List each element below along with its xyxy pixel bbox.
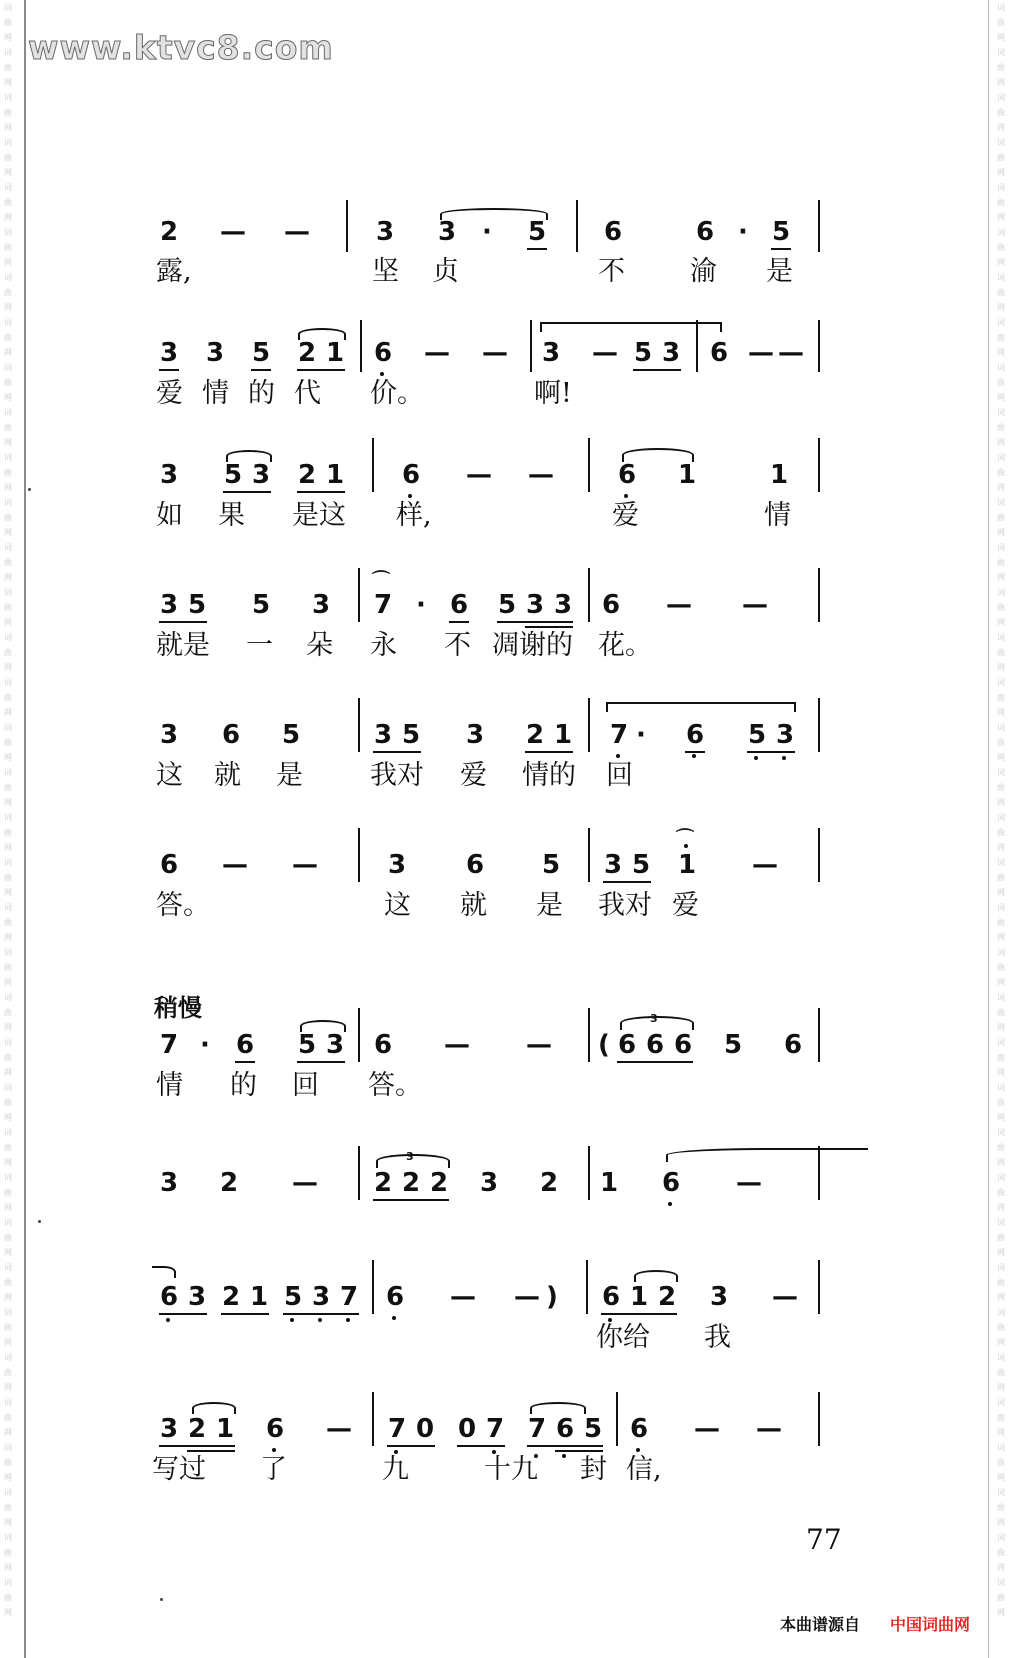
- dash: —: [736, 1168, 762, 1198]
- close-paren: ): [546, 1282, 558, 1312]
- barline: [818, 698, 820, 752]
- note: 2: [298, 460, 317, 490]
- lyric: 如: [156, 500, 183, 531]
- tie-start: [666, 1148, 868, 1162]
- barline: [818, 1146, 820, 1200]
- slur-bracket: [606, 702, 796, 712]
- note: 5: [772, 217, 791, 247]
- low-octave-dot: [562, 1454, 566, 1458]
- note: 5: [498, 590, 517, 620]
- note: 6: [402, 460, 421, 490]
- note: 2: [374, 1168, 393, 1198]
- lyric: 果: [218, 500, 245, 531]
- underline: [601, 1313, 677, 1315]
- note: 5: [584, 1414, 603, 1444]
- score-system-6: [0, 828, 1012, 962]
- lyric: 爱: [156, 378, 183, 409]
- underline: [457, 1445, 505, 1447]
- low-octave-dot: [616, 754, 620, 758]
- underline: [771, 248, 791, 250]
- note: 5: [748, 720, 767, 750]
- note: 1: [600, 1168, 619, 1198]
- slur: [530, 1402, 586, 1414]
- note: 5: [282, 720, 301, 750]
- barline: [616, 1392, 618, 1446]
- score-system-4: [0, 570, 1012, 702]
- note: 5: [224, 460, 243, 490]
- lyric: 情: [202, 378, 229, 409]
- source-label: 本曲谱源自: [780, 1615, 861, 1634]
- fermata-mark: ⌒: [372, 570, 390, 591]
- score-system-9: [0, 1274, 1012, 1394]
- barline: [588, 568, 590, 622]
- underline: [297, 369, 345, 371]
- lyric: 情: [156, 1070, 183, 1101]
- lyric: 我对: [370, 760, 424, 791]
- barline: [588, 698, 590, 752]
- lyric: 是这: [292, 500, 346, 531]
- note: 1: [326, 338, 345, 368]
- underline: [159, 1445, 235, 1447]
- lyric: 爱: [672, 890, 699, 921]
- note: 2: [188, 1414, 207, 1444]
- barline: [588, 438, 590, 492]
- underline: [497, 621, 573, 623]
- note: 3: [188, 1282, 207, 1312]
- print-speck: [160, 1598, 163, 1601]
- note: 2: [402, 1168, 421, 1198]
- lyric: 情的: [522, 760, 576, 791]
- barline: [372, 438, 374, 492]
- note: 3: [388, 850, 407, 880]
- dash: —: [292, 1168, 318, 1198]
- slur: [298, 328, 346, 340]
- note: 2: [540, 1168, 559, 1198]
- barline: [588, 1146, 590, 1200]
- slur: [192, 1402, 236, 1414]
- barline: [358, 1008, 360, 1062]
- dash: —: [424, 338, 450, 368]
- underline: [283, 1313, 359, 1315]
- dash: —: [292, 850, 318, 880]
- note: 7: [486, 1414, 505, 1444]
- note: 5: [188, 590, 207, 620]
- underline: [603, 881, 651, 883]
- note: 6: [618, 1030, 637, 1060]
- lyric: 这: [156, 760, 183, 791]
- lyric: 写过: [152, 1454, 206, 1485]
- note: 6: [236, 1030, 255, 1060]
- note: 3: [312, 1282, 331, 1312]
- note: 3: [480, 1168, 499, 1198]
- barline: [358, 828, 360, 882]
- dash: —: [592, 338, 618, 368]
- dash: —: [526, 1030, 552, 1060]
- lyric: 贞: [432, 256, 459, 287]
- barline: [530, 320, 532, 372]
- note: 5: [252, 590, 271, 620]
- lyric: 十九: [484, 1454, 538, 1485]
- note: 3: [160, 1168, 179, 1198]
- note: 6: [374, 1030, 393, 1060]
- underline: [235, 1061, 255, 1063]
- note: 0: [458, 1414, 477, 1444]
- low-octave-dot: [692, 754, 696, 758]
- underline: [555, 1450, 603, 1452]
- note: 6: [466, 850, 485, 880]
- dash: —: [482, 338, 508, 368]
- note: 5: [298, 1030, 317, 1060]
- barline: [372, 1392, 374, 1446]
- low-octave-dot: [346, 1318, 350, 1322]
- note: 6: [450, 590, 469, 620]
- note: 3: [776, 720, 795, 750]
- underline: [159, 369, 179, 371]
- note: 1: [770, 460, 789, 490]
- note: 3: [662, 338, 681, 368]
- note: 2: [160, 217, 179, 247]
- underline: [187, 1450, 235, 1452]
- note: 3: [160, 720, 179, 750]
- note: 6: [784, 1030, 803, 1060]
- note: 6: [662, 1168, 681, 1198]
- lyric: 是: [766, 256, 793, 287]
- note: 3: [160, 590, 179, 620]
- note: 3: [604, 850, 623, 880]
- low-octave-dot: [166, 1318, 170, 1322]
- note: 6: [630, 1414, 649, 1444]
- low-octave-dot: [318, 1318, 322, 1322]
- note: 5: [632, 850, 651, 880]
- underline: [685, 751, 705, 753]
- underline: [747, 751, 795, 753]
- right-margin-watermark: 词 曲 网 词 曲 网 词 曲 网 词 曲 网 词 曲 网 词 曲 网 词 曲 网 词 曲 网 词 曲 网 词 曲 网 词 曲 网 词 曲 网 词 曲 网 词 曲 网 词 曲 网 词 曲 网 词 曲 网 词 曲 网 词 曲 网 词 曲 网 词 曲 网 词 曲 网 词 曲 网 词 曲 网 词 曲 网 词 曲 网 词 曲 网 词 曲 网 词 曲 网 词 曲 网 词 曲 网 词 曲 网 词 曲 网 词 曲 网 词 曲 网 词 曲 网: [997, 3, 1005, 1617]
- low-octave-dot: [380, 372, 384, 376]
- lyric: 是: [276, 760, 303, 791]
- lyric: 坚: [372, 256, 399, 287]
- lyric: 这: [384, 890, 411, 921]
- note: 6: [604, 217, 623, 247]
- note: 3: [526, 590, 545, 620]
- dash: —: [772, 1282, 798, 1312]
- lyric: 我: [704, 1322, 731, 1353]
- note: 1: [630, 1282, 649, 1312]
- dash: —: [284, 217, 310, 247]
- slur: [300, 1020, 346, 1032]
- underline: [159, 621, 207, 623]
- note: 3: [710, 1282, 729, 1312]
- low-octave-dot: [636, 1448, 640, 1452]
- note: 6: [696, 217, 715, 247]
- dash: —: [326, 1414, 352, 1444]
- underline: [617, 1061, 693, 1063]
- note: 6: [374, 338, 393, 368]
- note: 6: [646, 1030, 665, 1060]
- lyric: 代: [294, 378, 321, 409]
- underline: [221, 1313, 269, 1315]
- dash: —: [466, 460, 492, 490]
- note: 6: [686, 720, 705, 750]
- triplet-mark: 3: [650, 1012, 658, 1025]
- page-number: 77: [806, 1523, 842, 1556]
- slur: [634, 1270, 678, 1282]
- note: 5: [284, 1282, 303, 1312]
- score-system-2: [0, 326, 1012, 446]
- lyric: 封: [580, 1454, 607, 1485]
- low-octave-dot: [624, 494, 628, 498]
- triplet-mark: 3: [406, 1150, 414, 1163]
- lyric: 回: [606, 760, 633, 791]
- augmentation-dot: ·: [200, 1030, 210, 1060]
- note: 3: [252, 460, 271, 490]
- note: 6: [160, 850, 179, 880]
- note: 7: [610, 720, 629, 750]
- low-octave-dot: [408, 494, 412, 498]
- lyric: 九: [382, 1454, 409, 1485]
- left-margin-watermark: 词 曲 网 词 曲 网 词 曲 网 词 曲 网 词 曲 网 词 曲 网 词 曲 网 词 曲 网 词 曲 网 词 曲 网 词 曲 网 词 曲 网 词 曲 网 词 曲 网 词 曲 网 词 曲 网 词 曲 网 词 曲 网 词 曲 网 词 曲 网 词 曲 网 词 曲 网 词 曲 网 词 曲 网 词 曲 网 词 曲 网 词 曲 网 词 曲 网 词 曲 网 词 曲 网 词 曲 网 词 曲 网 词 曲 网 词 曲 网 词 曲 网 词 曲 网: [4, 3, 12, 1617]
- note: 6: [710, 338, 729, 368]
- note: 3: [206, 338, 225, 368]
- lyric: 花。: [598, 630, 652, 661]
- lyric: 回: [292, 1070, 319, 1101]
- note: 7: [340, 1282, 359, 1312]
- underline: [449, 621, 469, 623]
- score-system-10: [0, 1406, 1012, 1526]
- lyric: 是: [536, 890, 563, 921]
- note: 2: [220, 1168, 239, 1198]
- lyric: 的: [230, 1070, 257, 1101]
- note: 6: [222, 720, 241, 750]
- note: 2: [222, 1282, 241, 1312]
- note: 5: [724, 1030, 743, 1060]
- barline: [818, 1008, 820, 1062]
- dash: —: [444, 1030, 470, 1060]
- low-octave-dot: [782, 756, 786, 760]
- lyric: 就是: [156, 630, 210, 661]
- barline: [588, 1008, 590, 1062]
- note: 1: [678, 460, 697, 490]
- note: 3: [160, 460, 179, 490]
- note: 0: [416, 1414, 435, 1444]
- lyric: 我对: [598, 890, 652, 921]
- dash: —: [666, 590, 692, 620]
- note: 2: [430, 1168, 449, 1198]
- underline: [633, 369, 681, 371]
- lyric: 露,: [156, 256, 192, 287]
- underline: [373, 1199, 449, 1201]
- tie-end: [152, 1266, 176, 1278]
- note: 6: [674, 1030, 693, 1060]
- barline: [818, 1260, 820, 1314]
- open-paren: (: [598, 1030, 610, 1060]
- augmentation-dot: ·: [416, 590, 426, 620]
- lyric: 永: [370, 630, 397, 661]
- note: 5: [634, 338, 653, 368]
- print-speck: [38, 1220, 41, 1223]
- slur: [440, 208, 548, 220]
- dash: —: [748, 338, 774, 368]
- lyric: 啊!: [534, 378, 572, 409]
- note: 3: [466, 720, 485, 750]
- underline: [387, 1445, 435, 1447]
- barline: [818, 320, 820, 372]
- dash: —: [222, 850, 248, 880]
- note: 3: [374, 720, 393, 750]
- note: 3: [160, 1414, 179, 1444]
- dash: —: [694, 1414, 720, 1444]
- note: 3: [438, 217, 457, 247]
- score-system-3: [0, 450, 1012, 570]
- barline: [588, 828, 590, 882]
- note: 1: [326, 460, 345, 490]
- low-octave-dot: [290, 1318, 294, 1322]
- underline: [223, 491, 271, 493]
- lyric: 答。: [156, 890, 210, 921]
- note: 6: [266, 1414, 285, 1444]
- augmentation-dot: ·: [636, 720, 646, 750]
- low-octave-dot: [392, 1316, 396, 1320]
- barline: [586, 1260, 588, 1314]
- lyric: 信,: [626, 1454, 662, 1485]
- dash: —: [220, 217, 246, 247]
- note: 7: [528, 1414, 547, 1444]
- slur: [226, 450, 272, 462]
- note: 3: [554, 590, 573, 620]
- print-speck: [28, 488, 31, 491]
- lyric: 不: [598, 256, 625, 287]
- score-system-7: [0, 1012, 1012, 1142]
- note: 1: [216, 1414, 235, 1444]
- lyric: 爱: [612, 500, 639, 531]
- barline: [818, 200, 820, 252]
- lyric: 情: [764, 500, 791, 531]
- dash: —: [778, 338, 804, 368]
- score-system-5: [0, 712, 1012, 832]
- site-watermark: www.ktvc8.com: [28, 28, 334, 67]
- note: 3: [312, 590, 331, 620]
- slur-bracket: [540, 322, 722, 332]
- dash: —: [450, 1282, 476, 1312]
- note: 6: [618, 460, 637, 490]
- barline: [372, 1260, 374, 1314]
- dash: —: [528, 460, 554, 490]
- note: 6: [160, 1282, 179, 1312]
- lyric: 答。: [368, 1070, 422, 1101]
- lyric: 你给: [596, 1322, 650, 1353]
- site-name-link[interactable]: 中国词曲网: [890, 1615, 971, 1634]
- underline: [251, 369, 271, 371]
- lyric: 的: [248, 378, 275, 409]
- barline: [358, 568, 360, 622]
- dash: —: [514, 1282, 540, 1312]
- note: 2: [658, 1282, 677, 1312]
- lyric: 样,: [396, 500, 432, 531]
- barline: [360, 320, 362, 372]
- note: 3: [160, 338, 179, 368]
- slur: [622, 448, 694, 462]
- note: 5: [252, 338, 271, 368]
- note: 2: [526, 720, 545, 750]
- lyric: 爱: [460, 760, 487, 791]
- fermata-mark: ⌒: [676, 828, 694, 849]
- lyric: 朵: [306, 630, 333, 661]
- note: 2: [298, 338, 317, 368]
- note: 6: [602, 590, 621, 620]
- note: 7: [374, 590, 393, 620]
- underline: [159, 1313, 207, 1315]
- note: 5: [402, 720, 421, 750]
- underline: [297, 1061, 345, 1063]
- barline: [358, 698, 360, 752]
- low-octave-dot: [754, 756, 758, 760]
- lyric: 就: [460, 890, 487, 921]
- note: 3: [542, 338, 561, 368]
- note: 1: [678, 850, 697, 880]
- barline: [696, 320, 698, 372]
- dash: —: [742, 590, 768, 620]
- augmentation-dot: ·: [482, 217, 492, 247]
- note: 6: [602, 1282, 621, 1312]
- barline: [818, 1392, 820, 1446]
- lyric: 不: [444, 630, 471, 661]
- underline: [527, 248, 547, 250]
- note: 3: [376, 217, 395, 247]
- note: 3: [326, 1030, 345, 1060]
- underline: [373, 751, 421, 753]
- note: 6: [556, 1414, 575, 1444]
- underline: [525, 626, 573, 628]
- score-system-8: [0, 1150, 1012, 1280]
- dash: —: [756, 1414, 782, 1444]
- note: 7: [388, 1414, 407, 1444]
- lyric: 凋谢的: [492, 630, 573, 661]
- barline: [818, 438, 820, 492]
- note: 1: [554, 720, 573, 750]
- note: 7: [160, 1030, 179, 1060]
- lyric: 价。: [370, 378, 424, 409]
- lyric: 渝: [690, 256, 717, 287]
- lyric: 一: [246, 630, 273, 661]
- note: 6: [386, 1282, 405, 1312]
- low-octave-dot: [272, 1448, 276, 1452]
- dash: —: [752, 850, 778, 880]
- barline: [358, 1146, 360, 1200]
- note: 5: [528, 217, 547, 247]
- tempo-marking: 稍慢: [154, 993, 202, 1022]
- barline: [576, 200, 578, 252]
- low-octave-dot: [668, 1202, 672, 1206]
- note: 5: [542, 850, 561, 880]
- barline: [818, 568, 820, 622]
- lyric: 就: [214, 760, 241, 791]
- note: 1: [250, 1282, 269, 1312]
- barline: [818, 828, 820, 882]
- score-system-1: [0, 200, 1012, 320]
- underline: [297, 491, 345, 493]
- augmentation-dot: ·: [738, 217, 748, 247]
- underline: [527, 1445, 603, 1447]
- underline: [525, 751, 573, 753]
- lyric: 了: [260, 1454, 287, 1485]
- barline: [346, 200, 348, 252]
